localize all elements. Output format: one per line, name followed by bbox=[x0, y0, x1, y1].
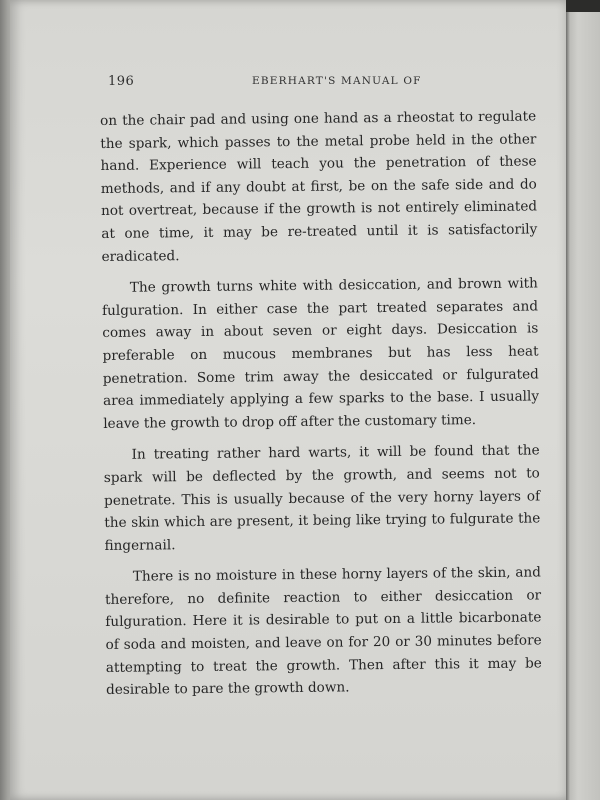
body-text bbox=[100, 105, 542, 710]
running-head: EBERHART'S MANUAL OF bbox=[252, 75, 422, 87]
paragraph-desiccation: The growth turns white with desiccation, and brown with fulguration. In either case the part treated separates and comes away in about seven or eight days. Desiccation is preferable on mucous membranes but has less heat penetration. Some trim away the desiccated or fulgurated area immediately applying a few sparks to the base. I usually leave the growth to drop off after the customary time. bbox=[102, 275, 540, 432]
adjacent-page-edge bbox=[566, 0, 600, 800]
page-number: 196 bbox=[108, 74, 135, 89]
page-header bbox=[108, 74, 528, 92]
book-page bbox=[10, 0, 568, 800]
paragraph-continuation: on the chair pad and using one hand as a rheostat to regulate the spark, which passes to the metal probe held in the other hand. Experience will teach you the penetration of these methods, and if any doubt at first, be on the safe side and do not overtreat, because if the growth is not entirely eliminated at one time, it may be re-treated until it is satisfactorily eradicated. bbox=[100, 108, 538, 265]
paragraph-hard-warts: In treating rather hard warts, it will be found that the spark will be deflected by the growth, and seems not to penetrate. This is usually because of the very horny layers of the skin which are present, it being like trying to fulgurate the fingernail. bbox=[103, 442, 541, 554]
paragraph-moisture: There is no moisture in these horny layers of the skin, and therefore, no definite reaction to either desiccation or fulguration. Here it is desirable to put on a little bicarbonate of soda and moisten, and leave on for 20 or 30 minutes before attempting to treat the growth. Then after this it may be desirable to pare the growth down. bbox=[105, 564, 542, 699]
